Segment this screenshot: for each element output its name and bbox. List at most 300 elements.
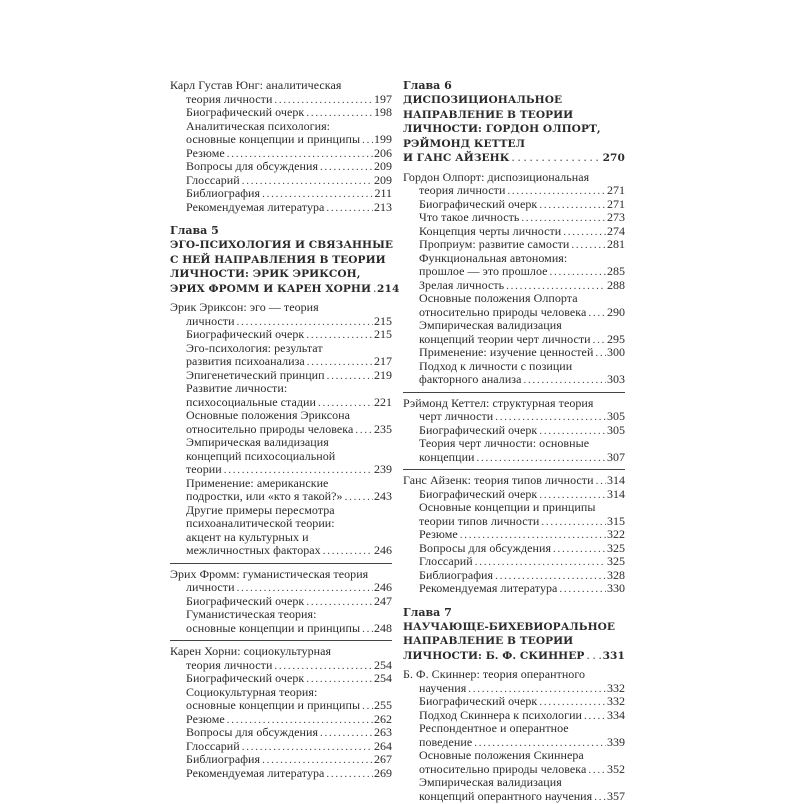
page-number: 206 (374, 147, 392, 161)
toc-section-entry (170, 79, 392, 106)
page-number: 314 (607, 488, 625, 502)
toc-entry-text: Библиография (186, 753, 260, 767)
toc-entry-line (170, 699, 392, 713)
toc-right-column (403, 79, 625, 803)
toc-entry-line (170, 713, 392, 727)
toc-entry-text: Проприум: развитие самости (419, 238, 569, 252)
toc-entry-text: прошлое — это прошлое (419, 265, 548, 279)
toc-entry-text: теории (186, 463, 222, 477)
toc-subentry (403, 582, 625, 596)
leader-dots (345, 491, 373, 505)
toc-entry-text: Эрих Фромм: гуманистическая теория (170, 568, 368, 582)
leader-dots (306, 596, 373, 610)
page-number: 213 (374, 201, 392, 215)
leader-dots (242, 175, 373, 189)
toc-subentry (403, 198, 625, 212)
toc-subentry (170, 369, 392, 383)
toc-entry-line (403, 437, 625, 451)
toc-subentry (403, 528, 625, 542)
toc-entry-text: Применение: изучение ценностей (419, 346, 593, 360)
toc-entry-line (170, 531, 392, 545)
leader-dots (355, 424, 373, 438)
chapter-title-line (170, 253, 392, 268)
chapter-title-text: ДИСПОЗИЦИОНАЛЬНОЕ (403, 93, 562, 108)
leader-dots (373, 282, 376, 297)
toc-entry-text: факторного анализа (419, 373, 521, 387)
toc-entry-text: черт личности (419, 410, 493, 424)
toc-subentry (170, 740, 392, 754)
toc-entry-line (170, 342, 392, 356)
toc-entry-text: Эмпирическая валидизация (419, 319, 562, 333)
toc-entry-line (403, 488, 625, 502)
toc-subentry (403, 542, 625, 556)
toc-entry-line (170, 645, 392, 659)
page-number: 199 (374, 133, 392, 147)
toc-subentry (403, 252, 625, 279)
toc-entry-text: Эго-психология: результат (186, 342, 323, 356)
toc-section-entry (403, 171, 625, 198)
toc-section-entry (170, 301, 392, 328)
toc-entry-line (403, 763, 625, 777)
page-number: 246 (374, 581, 392, 595)
toc-entry-text: Вопросы для обсуждения (419, 542, 551, 556)
toc-entry-text: Основные концепции и принципы (419, 501, 595, 515)
toc-entry-text: Концепция черты личности (419, 225, 561, 239)
toc-left-column (170, 79, 392, 780)
toc-entry-text: Карл Густав Юнг: аналитическая (170, 79, 341, 93)
toc-entry-line (170, 517, 392, 531)
page-number: 215 (374, 328, 392, 342)
toc-entry-text: Глоссарий (186, 740, 240, 754)
chapter-title-text: С НЕЙ НАПРАВЛЕНИЯ В ТЕОРИИ (170, 253, 386, 268)
toc-entry-line (170, 504, 392, 518)
toc-entry-line (403, 682, 625, 696)
toc-entry-text: Вопросы для обсуждения (186, 726, 318, 740)
leader-dots (323, 545, 373, 559)
page-number: 271 (607, 198, 625, 212)
toc-entry-line (403, 360, 625, 374)
toc-subentry (403, 709, 625, 723)
toc-entry-text: Респондентное и оперантное (419, 722, 569, 736)
toc-subentry (403, 211, 625, 225)
toc-entry-text: акцент на культурных и (186, 531, 309, 545)
page-number: 332 (607, 682, 625, 696)
toc-subentry (170, 120, 392, 147)
toc-entry-line (403, 397, 625, 411)
page-number: 214 (377, 282, 399, 297)
toc-entry-line (403, 410, 625, 424)
leader-dots (242, 741, 373, 755)
toc-entry-line (170, 106, 392, 120)
toc-entry-text: Резюме (186, 713, 225, 727)
toc-entry-line (403, 749, 625, 763)
page-number: 243 (374, 490, 392, 504)
toc-entry-text: Основные положения Олпорта (419, 292, 578, 306)
toc-subentry (403, 555, 625, 569)
page-number: 352 (607, 763, 625, 777)
leader-dots (593, 334, 606, 348)
toc-entry-text: Резюме (419, 528, 458, 542)
page-number: 314 (607, 474, 625, 488)
leader-dots (571, 239, 606, 253)
toc-entry-line (170, 608, 392, 622)
leader-dots (326, 202, 373, 216)
page-number: 325 (607, 542, 625, 556)
page-number: 198 (374, 106, 392, 120)
toc-entry-line (403, 722, 625, 736)
toc-entry-line (170, 382, 392, 396)
toc-subentry (403, 346, 625, 360)
leader-dots (588, 307, 606, 321)
toc-subentry (170, 147, 392, 161)
leader-dots (596, 475, 606, 489)
toc-entry-line (170, 753, 392, 767)
toc-entry-line (403, 474, 625, 488)
page-number: 221 (374, 396, 392, 410)
page-number: 263 (374, 726, 392, 740)
leader-dots (588, 764, 606, 778)
toc-entry-line (403, 542, 625, 556)
toc-section-entry (170, 568, 392, 595)
toc-entry-line (170, 315, 392, 329)
page-number: 219 (374, 369, 392, 383)
toc-entry-text: Библиография (419, 569, 493, 583)
toc-subentry (403, 225, 625, 239)
toc-entry-text: Основные положения Скиннера (419, 749, 584, 763)
toc-entry-line (170, 544, 392, 558)
toc-entry-line (170, 450, 392, 464)
page-number: 303 (607, 373, 625, 387)
page-number: 264 (374, 740, 392, 754)
toc-entry-line (403, 319, 625, 333)
toc-subentry (170, 767, 392, 781)
page-number: 322 (607, 528, 625, 542)
toc-entry-line (170, 686, 392, 700)
toc-subentry (403, 437, 625, 464)
chapter-label: Глава 5 (170, 224, 392, 238)
toc-entry-text: Глоссарий (419, 555, 473, 569)
page-number: 247 (374, 595, 392, 609)
toc-entry-text: Биографический очерк (419, 488, 537, 502)
toc-entry-line (170, 396, 392, 410)
toc-entry-text: Теория черт личности: основные (419, 437, 589, 451)
toc-entry-text: Подход Скиннера к психологии (419, 709, 582, 723)
toc-entry-text: Что такое личность (419, 211, 519, 225)
section-divider (170, 640, 392, 641)
chapter-title-line (403, 151, 625, 166)
leader-dots (320, 727, 373, 741)
toc-subentry (403, 292, 625, 319)
toc-entry-line (403, 292, 625, 306)
chapter-title-line (170, 267, 392, 282)
toc-subentry (170, 504, 392, 558)
toc-entry-text: Карен Хорни: социокультурная (170, 645, 331, 659)
page-number: 248 (374, 622, 392, 636)
chapter-title-line (403, 620, 625, 635)
chapter-title-text: НАПРАВЛЕНИЕ В ТЕОРИИ (403, 108, 573, 123)
page-number: 339 (607, 736, 625, 750)
toc-entry-line (403, 346, 625, 360)
toc-subentry (403, 424, 625, 438)
toc-entry-text: Развитие личности: (186, 382, 287, 396)
toc-entry-line (170, 79, 392, 93)
toc-entry-line (403, 668, 625, 682)
toc-entry-line (403, 225, 625, 239)
toc-entry-line (403, 790, 625, 804)
toc-subentry (170, 382, 392, 409)
toc-entry-text: Основные положения Эриксона (186, 409, 350, 423)
toc-entry-text: Социокультурная теория: (186, 686, 317, 700)
leader-dots (475, 556, 606, 570)
toc-entry-text: Рекомендуемая литература (419, 582, 557, 596)
toc-subentry (403, 776, 625, 803)
page-number: 273 (607, 211, 625, 225)
page-number: 334 (607, 709, 625, 723)
toc-entry-line (170, 581, 392, 595)
toc-entry-line (403, 279, 625, 293)
toc-subentry (403, 722, 625, 749)
page-number: 211 (374, 187, 392, 201)
page-number: 271 (607, 184, 625, 198)
toc-section-entry (403, 474, 625, 488)
page-number: 270 (603, 151, 625, 166)
toc-entry-text: теории типов личности (419, 515, 539, 529)
toc-entry-line (403, 528, 625, 542)
toc-entry-text: психосоциальные стадии (186, 396, 316, 410)
toc-subentry (170, 753, 392, 767)
page-number: 331 (603, 649, 625, 664)
leader-dots (550, 266, 606, 280)
toc-entry-text: Библиография (186, 187, 260, 201)
chapter-heading (403, 606, 625, 664)
page-number: 209 (374, 160, 392, 174)
toc-entry-line (403, 555, 625, 569)
chapter-title-text: НАУЧАЮЩЕ-БИХЕВИОРАЛЬНОЕ (403, 620, 615, 635)
toc-entry-line (170, 436, 392, 450)
toc-entry-text: Ганс Айзенк: теория типов личности (403, 474, 594, 488)
toc-entry-line (403, 501, 625, 515)
toc-entry-line (403, 709, 625, 723)
chapter-title-line (403, 108, 625, 123)
toc-entry-text: личности (186, 581, 235, 595)
toc-entry-line (170, 568, 392, 582)
toc-entry-line (403, 333, 625, 347)
toc-entry-text: Биографический очерк (186, 328, 304, 342)
toc-subentry (170, 174, 392, 188)
toc-entry-text: Эмпирическая валидизация (186, 436, 329, 450)
toc-entry-text: Гуманистическая теория: (186, 608, 316, 622)
toc-entry-line (170, 726, 392, 740)
toc-subentry (170, 342, 392, 369)
toc-entry-text: основные концепции и принципы (186, 699, 360, 713)
toc-entry-text: концепций теории черт личности (419, 333, 591, 347)
toc-entry-text: теория личности (186, 93, 272, 107)
toc-entry-text: Рекомендуемая литература (186, 767, 324, 781)
page-number: 262 (374, 713, 392, 727)
section-divider (170, 563, 392, 564)
toc-entry-line (170, 622, 392, 636)
toc-entry-line (403, 451, 625, 465)
page-number: 305 (607, 424, 625, 438)
page-number: 315 (607, 515, 625, 529)
leader-dots (553, 543, 606, 557)
chapter-title-text: ЭРИХ ФРОММ И КАРЕН ХОРНИ (170, 282, 371, 297)
toc-entry-text: концепций психосоциальной (186, 450, 335, 464)
toc-entry-text: Б. Ф. Скиннер: теория оперантного (403, 668, 585, 682)
toc-entry-line (403, 211, 625, 225)
chapter-heading (403, 79, 625, 166)
leader-dots (584, 710, 606, 724)
toc-entry-text: концепций оперантного научения (419, 790, 592, 804)
toc-entry-text: Эпигенетический принцип (186, 369, 325, 383)
toc-entry-text: межличностных факторах (186, 544, 321, 558)
page-number: 269 (374, 767, 392, 781)
toc-entry-line (170, 187, 392, 201)
page-number: 290 (607, 306, 625, 320)
chapter-title-line (403, 649, 625, 664)
section-divider (403, 469, 625, 470)
page-number: 281 (607, 238, 625, 252)
page-number: 255 (374, 699, 392, 713)
toc-entry-line (403, 424, 625, 438)
toc-entry-line (170, 328, 392, 342)
toc-subentry (403, 569, 625, 583)
chapter-title-text: РЭЙМОНД КЕТТЕЛ (403, 137, 525, 152)
page-number: 295 (607, 333, 625, 347)
chapter-title-text: ЛИЧНОСТИ: Б. Ф. СКИННЕР (403, 649, 584, 664)
toc-subentry (403, 319, 625, 346)
toc-subentry (170, 713, 392, 727)
leader-dots (362, 623, 373, 637)
toc-subentry (403, 749, 625, 776)
leader-dots (320, 161, 373, 175)
toc-subentry (170, 328, 392, 342)
chapter-title-line (403, 122, 625, 137)
toc-entry-text: Глоссарий (186, 174, 240, 188)
toc-entry-line (170, 301, 392, 315)
chapter-label: Глава 6 (403, 79, 625, 93)
chapter-title-line (170, 238, 392, 253)
toc-entry-line (170, 93, 392, 107)
toc-entry-text: научения (419, 682, 466, 696)
toc-entry-line (403, 265, 625, 279)
toc-entry-text: Биографический очерк (419, 424, 537, 438)
leader-dots (594, 791, 606, 804)
leader-dots (477, 452, 606, 466)
toc-subentry (170, 201, 392, 215)
toc-subentry (170, 106, 392, 120)
leader-dots (511, 151, 601, 166)
chapter-title-line (403, 93, 625, 108)
toc-entry-line (170, 409, 392, 423)
toc-entry-line (403, 569, 625, 583)
toc-entry-line (170, 659, 392, 673)
leader-dots (541, 516, 606, 530)
toc-entry-text: теория личности (186, 659, 272, 673)
toc-entry-line (170, 595, 392, 609)
chapter-title-line (403, 137, 625, 152)
chapter-title-text: ЛИЧНОСТИ: ЭРИК ЭРИКСОН, (170, 267, 360, 282)
toc-entry-text: Зрелая личность (419, 279, 504, 293)
toc-entry-text: психоаналитической теории: (186, 517, 335, 531)
leader-dots (362, 134, 373, 148)
toc-entry-text: Рекомендуемая литература (186, 201, 324, 215)
page-number: 305 (607, 410, 625, 424)
leader-dots (563, 226, 606, 240)
leader-dots (326, 768, 373, 782)
toc-subentry (403, 695, 625, 709)
toc-entry-text: основные концепции и принципы (186, 133, 360, 147)
page-number: 215 (374, 315, 392, 329)
chapter-title-text: НАПРАВЛЕНИЕ В ТЕОРИИ (403, 634, 573, 649)
toc-subentry (170, 608, 392, 635)
toc-entry-text: теория личности (419, 184, 505, 198)
toc-entry-text: развития психоанализа (186, 355, 305, 369)
toc-entry-text: относительно природы человека (419, 306, 586, 320)
toc-subentry (170, 672, 392, 686)
page-number: 197 (374, 93, 392, 107)
toc-subentry (170, 726, 392, 740)
toc-entry-text: концепции (419, 451, 475, 465)
page-number: 246 (374, 544, 392, 558)
leader-dots (539, 199, 606, 213)
toc-entry-text: Аналитическая психология: (186, 120, 330, 134)
page-number: 254 (374, 659, 392, 673)
leader-dots (523, 374, 606, 388)
toc-entry-text: Биографический очерк (186, 672, 304, 686)
toc-entry-line (170, 120, 392, 134)
section-divider (403, 392, 625, 393)
toc-entry-text: личности (186, 315, 235, 329)
toc-entry-line (403, 238, 625, 252)
toc-entry-text: Эрик Эриксон: эго — теория (170, 301, 319, 315)
chapter-title-text: ЛИЧНОСТИ: ГОРДОН ОЛПОРТ, (403, 122, 601, 137)
toc-entry-line (403, 184, 625, 198)
toc-entry-line (403, 171, 625, 185)
chapter-label: Глава 7 (403, 606, 625, 620)
toc-entry-text: Биографический очерк (186, 595, 304, 609)
toc-entry-line (170, 767, 392, 781)
toc-entry-text: Гордон Олпорт: диспозициональная (403, 171, 589, 185)
toc-section-entry (170, 645, 392, 672)
toc-entry-text: поведение (419, 736, 472, 750)
toc-entry-line (170, 423, 392, 437)
toc-entry-line (170, 201, 392, 215)
page-number: 209 (374, 174, 392, 188)
toc-entry-text: Биографический очерк (419, 198, 537, 212)
toc-entry-text: Вопросы для обсуждения (186, 160, 318, 174)
page-number: 307 (607, 451, 625, 465)
page-number: 357 (607, 790, 625, 804)
section-gap (403, 596, 625, 606)
toc-entry-line (170, 133, 392, 147)
chapter-title-line (170, 282, 392, 297)
toc-entry-text: Эмпирическая валидизация (419, 776, 562, 790)
toc-section-entry (403, 397, 625, 424)
leader-dots (327, 370, 373, 384)
page-number: 254 (374, 672, 392, 686)
toc-entry-line (403, 306, 625, 320)
page-number: 330 (607, 582, 625, 596)
toc-entry-text: Биографический очерк (419, 695, 537, 709)
page-number: 332 (607, 695, 625, 709)
page-number: 239 (374, 463, 392, 477)
toc-entry-line (170, 672, 392, 686)
toc-entry-line (403, 515, 625, 529)
toc-entry-line (170, 477, 392, 491)
page-number: 328 (607, 569, 625, 583)
page-number: 288 (607, 279, 625, 293)
